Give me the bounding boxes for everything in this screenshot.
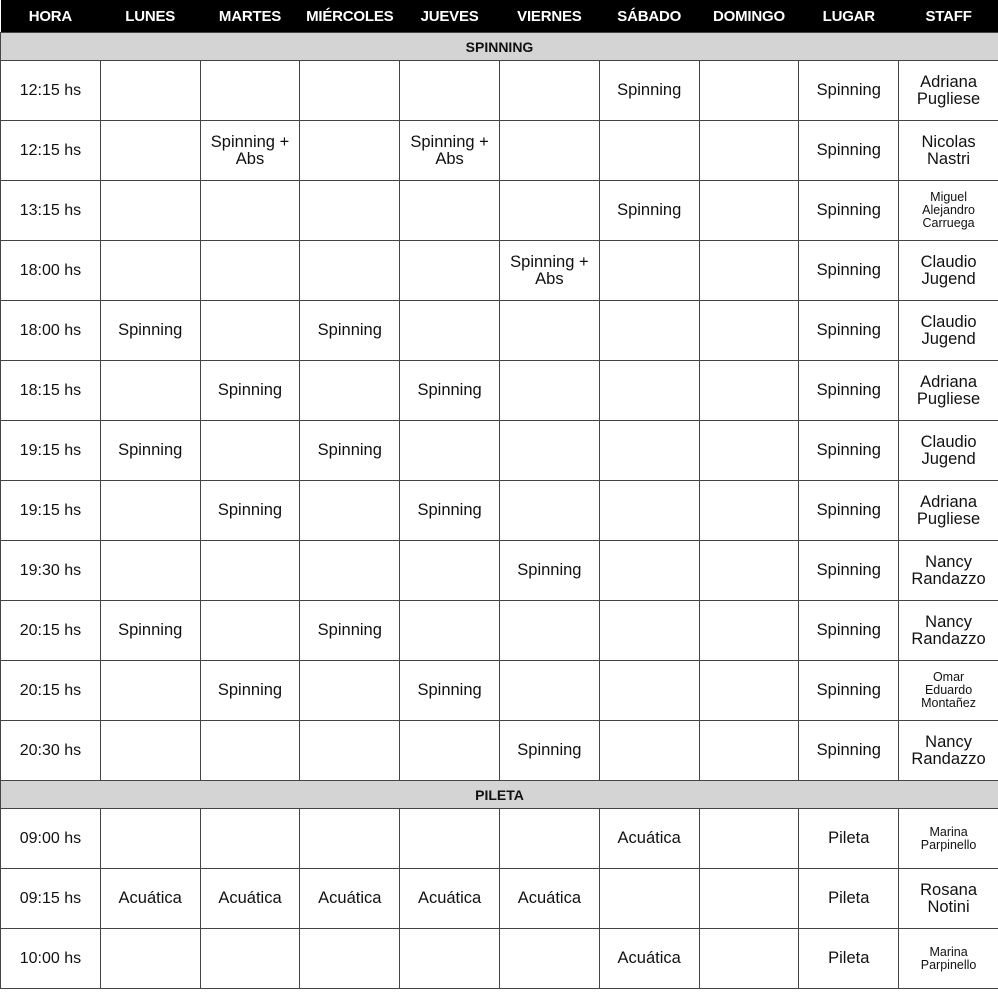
cell-lugar: Spinning bbox=[799, 121, 899, 181]
cell-sabado bbox=[599, 721, 699, 781]
cell-viernes bbox=[499, 301, 599, 361]
cell-miercoles bbox=[300, 61, 400, 121]
cell-jueves bbox=[400, 601, 500, 661]
cell-martes bbox=[200, 541, 300, 601]
cell-miercoles bbox=[300, 181, 400, 241]
schedule-body bbox=[1, 33, 998, 989]
cell-jueves bbox=[400, 241, 500, 301]
cell-martes bbox=[200, 809, 300, 869]
cell-lugar: Pileta bbox=[799, 869, 899, 929]
cell-miercoles bbox=[300, 541, 400, 601]
cell-hora: 20:15 hs bbox=[1, 601, 101, 661]
cell-domingo bbox=[699, 929, 799, 989]
cell-domingo bbox=[699, 241, 799, 301]
cell-martes: Spinning bbox=[200, 361, 300, 421]
cell-domingo bbox=[699, 361, 799, 421]
cell-staff: Nicolas Nastri bbox=[899, 121, 998, 181]
table-row bbox=[1, 181, 998, 241]
cell-sabado bbox=[599, 541, 699, 601]
cell-hora: 12:15 hs bbox=[1, 61, 101, 121]
table-row bbox=[1, 929, 998, 989]
cell-viernes bbox=[499, 181, 599, 241]
cell-viernes: Acuática bbox=[499, 869, 599, 929]
cell-hora: 13:15 hs bbox=[1, 181, 101, 241]
table-row bbox=[1, 361, 998, 421]
table-row bbox=[1, 481, 998, 541]
cell-lunes: Spinning bbox=[100, 421, 200, 481]
column-header: STAFF bbox=[899, 0, 998, 33]
cell-staff: Miguel Alejandro Carruega bbox=[899, 181, 998, 241]
cell-lunes bbox=[100, 61, 200, 121]
cell-martes bbox=[200, 241, 300, 301]
table-row bbox=[1, 61, 998, 121]
cell-sabado bbox=[599, 361, 699, 421]
cell-lunes bbox=[100, 661, 200, 721]
cell-lugar: Spinning bbox=[799, 421, 899, 481]
cell-lunes: Acuática bbox=[100, 869, 200, 929]
cell-viernes bbox=[499, 661, 599, 721]
cell-martes: Spinning + Abs bbox=[200, 121, 300, 181]
cell-lunes bbox=[100, 929, 200, 989]
cell-domingo bbox=[699, 421, 799, 481]
table-row bbox=[1, 809, 998, 869]
cell-hora: 19:15 hs bbox=[1, 421, 101, 481]
cell-domingo bbox=[699, 601, 799, 661]
cell-martes: Acuática bbox=[200, 869, 300, 929]
cell-martes bbox=[200, 601, 300, 661]
cell-jueves: Spinning bbox=[400, 661, 500, 721]
cell-lunes: Spinning bbox=[100, 601, 200, 661]
cell-domingo bbox=[699, 301, 799, 361]
cell-lunes bbox=[100, 809, 200, 869]
cell-viernes: Spinning + Abs bbox=[499, 241, 599, 301]
cell-hora: 19:30 hs bbox=[1, 541, 101, 601]
cell-domingo bbox=[699, 661, 799, 721]
cell-staff: Rosana Notini bbox=[899, 869, 998, 929]
cell-viernes bbox=[499, 421, 599, 481]
cell-viernes bbox=[499, 361, 599, 421]
section-row bbox=[1, 33, 998, 61]
cell-martes: Spinning bbox=[200, 661, 300, 721]
cell-lunes: Spinning bbox=[100, 301, 200, 361]
cell-staff: Nancy Randazzo bbox=[899, 721, 998, 781]
cell-lugar: Spinning bbox=[799, 601, 899, 661]
cell-domingo bbox=[699, 869, 799, 929]
cell-staff: Omar Eduardo Montañez bbox=[899, 661, 998, 721]
section-title: PILETA bbox=[1, 781, 998, 809]
cell-martes bbox=[200, 301, 300, 361]
cell-jueves bbox=[400, 61, 500, 121]
cell-miercoles: Spinning bbox=[300, 601, 400, 661]
cell-domingo bbox=[699, 541, 799, 601]
cell-viernes bbox=[499, 601, 599, 661]
cell-lugar: Spinning bbox=[799, 721, 899, 781]
cell-miercoles bbox=[300, 241, 400, 301]
cell-miercoles: Spinning bbox=[300, 301, 400, 361]
cell-jueves bbox=[400, 929, 500, 989]
cell-jueves: Acuática bbox=[400, 869, 500, 929]
cell-sabado bbox=[599, 869, 699, 929]
table-row bbox=[1, 241, 998, 301]
cell-sabado bbox=[599, 481, 699, 541]
cell-viernes bbox=[499, 929, 599, 989]
cell-staff: Nancy Randazzo bbox=[899, 601, 998, 661]
cell-lunes bbox=[100, 481, 200, 541]
cell-sabado: Spinning bbox=[599, 181, 699, 241]
cell-martes bbox=[200, 181, 300, 241]
cell-martes bbox=[200, 61, 300, 121]
cell-staff: Marina Parpinello bbox=[899, 929, 998, 989]
cell-jueves: Spinning + Abs bbox=[400, 121, 500, 181]
table-row bbox=[1, 601, 998, 661]
cell-sabado bbox=[599, 121, 699, 181]
column-header: MIÉRCOLES bbox=[300, 0, 400, 33]
cell-domingo bbox=[699, 481, 799, 541]
cell-staff: Nancy Randazzo bbox=[899, 541, 998, 601]
cell-hora: 19:15 hs bbox=[1, 481, 101, 541]
cell-martes bbox=[200, 721, 300, 781]
cell-jueves bbox=[400, 421, 500, 481]
cell-hora: 12:15 hs bbox=[1, 121, 101, 181]
column-header: HORA bbox=[1, 0, 101, 33]
cell-lugar: Pileta bbox=[799, 929, 899, 989]
section-row bbox=[1, 781, 998, 809]
cell-domingo bbox=[699, 809, 799, 869]
cell-jueves bbox=[400, 181, 500, 241]
cell-miercoles bbox=[300, 121, 400, 181]
cell-hora: 18:15 hs bbox=[1, 361, 101, 421]
cell-domingo bbox=[699, 721, 799, 781]
cell-staff: Claudio Jugend bbox=[899, 301, 998, 361]
cell-staff: Claudio Jugend bbox=[899, 421, 998, 481]
column-header: VIERNES bbox=[499, 0, 599, 33]
cell-jueves bbox=[400, 541, 500, 601]
cell-viernes: Spinning bbox=[499, 721, 599, 781]
cell-lunes bbox=[100, 721, 200, 781]
cell-hora: 20:15 hs bbox=[1, 661, 101, 721]
cell-staff: Adriana Pugliese bbox=[899, 481, 998, 541]
cell-jueves bbox=[400, 301, 500, 361]
cell-miercoles bbox=[300, 809, 400, 869]
cell-jueves bbox=[400, 809, 500, 869]
cell-martes bbox=[200, 421, 300, 481]
column-header: DOMINGO bbox=[699, 0, 799, 33]
cell-miercoles: Acuática bbox=[300, 869, 400, 929]
cell-lunes bbox=[100, 241, 200, 301]
cell-hora: 18:00 hs bbox=[1, 301, 101, 361]
cell-sabado bbox=[599, 661, 699, 721]
cell-jueves: Spinning bbox=[400, 481, 500, 541]
cell-lugar: Spinning bbox=[799, 241, 899, 301]
cell-hora: 18:00 hs bbox=[1, 241, 101, 301]
cell-lugar: Spinning bbox=[799, 61, 899, 121]
cell-viernes bbox=[499, 809, 599, 869]
cell-sabado: Acuática bbox=[599, 809, 699, 869]
cell-viernes bbox=[499, 481, 599, 541]
cell-staff: Adriana Pugliese bbox=[899, 61, 998, 121]
cell-lugar: Spinning bbox=[799, 661, 899, 721]
cell-sabado bbox=[599, 241, 699, 301]
column-header: JUEVES bbox=[400, 0, 500, 33]
cell-domingo bbox=[699, 121, 799, 181]
column-header: MARTES bbox=[200, 0, 300, 33]
column-header: LUNES bbox=[100, 0, 200, 33]
cell-miercoles bbox=[300, 929, 400, 989]
section-title: SPINNING bbox=[1, 33, 998, 61]
cell-staff: Claudio Jugend bbox=[899, 241, 998, 301]
cell-sabado bbox=[599, 301, 699, 361]
table-row bbox=[1, 661, 998, 721]
cell-lunes bbox=[100, 541, 200, 601]
cell-hora: 10:00 hs bbox=[1, 929, 101, 989]
cell-viernes bbox=[499, 61, 599, 121]
cell-hora: 09:15 hs bbox=[1, 869, 101, 929]
column-header: LUGAR bbox=[799, 0, 899, 33]
cell-martes bbox=[200, 929, 300, 989]
cell-lunes bbox=[100, 361, 200, 421]
cell-jueves bbox=[400, 721, 500, 781]
cell-sabado: Spinning bbox=[599, 61, 699, 121]
cell-miercoles bbox=[300, 721, 400, 781]
cell-lunes bbox=[100, 121, 200, 181]
header-row bbox=[1, 0, 998, 33]
cell-miercoles: Spinning bbox=[300, 421, 400, 481]
cell-lugar: Spinning bbox=[799, 181, 899, 241]
table-row bbox=[1, 301, 998, 361]
cell-lunes bbox=[100, 181, 200, 241]
cell-sabado bbox=[599, 601, 699, 661]
table-row bbox=[1, 541, 998, 601]
cell-lugar: Spinning bbox=[799, 301, 899, 361]
cell-sabado bbox=[599, 421, 699, 481]
cell-sabado: Acuática bbox=[599, 929, 699, 989]
cell-staff: Adriana Pugliese bbox=[899, 361, 998, 421]
table-row bbox=[1, 121, 998, 181]
cell-hora: 20:30 hs bbox=[1, 721, 101, 781]
table-row bbox=[1, 721, 998, 781]
cell-lugar: Spinning bbox=[799, 481, 899, 541]
cell-domingo bbox=[699, 61, 799, 121]
cell-martes: Spinning bbox=[200, 481, 300, 541]
cell-hora: 09:00 hs bbox=[1, 809, 101, 869]
cell-miercoles bbox=[300, 361, 400, 421]
table-row bbox=[1, 421, 998, 481]
cell-lugar: Spinning bbox=[799, 361, 899, 421]
cell-lugar: Spinning bbox=[799, 541, 899, 601]
cell-lugar: Pileta bbox=[799, 809, 899, 869]
cell-viernes: Spinning bbox=[499, 541, 599, 601]
cell-domingo bbox=[699, 181, 799, 241]
cell-miercoles bbox=[300, 661, 400, 721]
cell-viernes bbox=[499, 121, 599, 181]
column-header: SÁBADO bbox=[599, 0, 699, 33]
cell-miercoles bbox=[300, 481, 400, 541]
cell-staff: Marina Parpinello bbox=[899, 809, 998, 869]
cell-jueves: Spinning bbox=[400, 361, 500, 421]
table-row bbox=[1, 869, 998, 929]
